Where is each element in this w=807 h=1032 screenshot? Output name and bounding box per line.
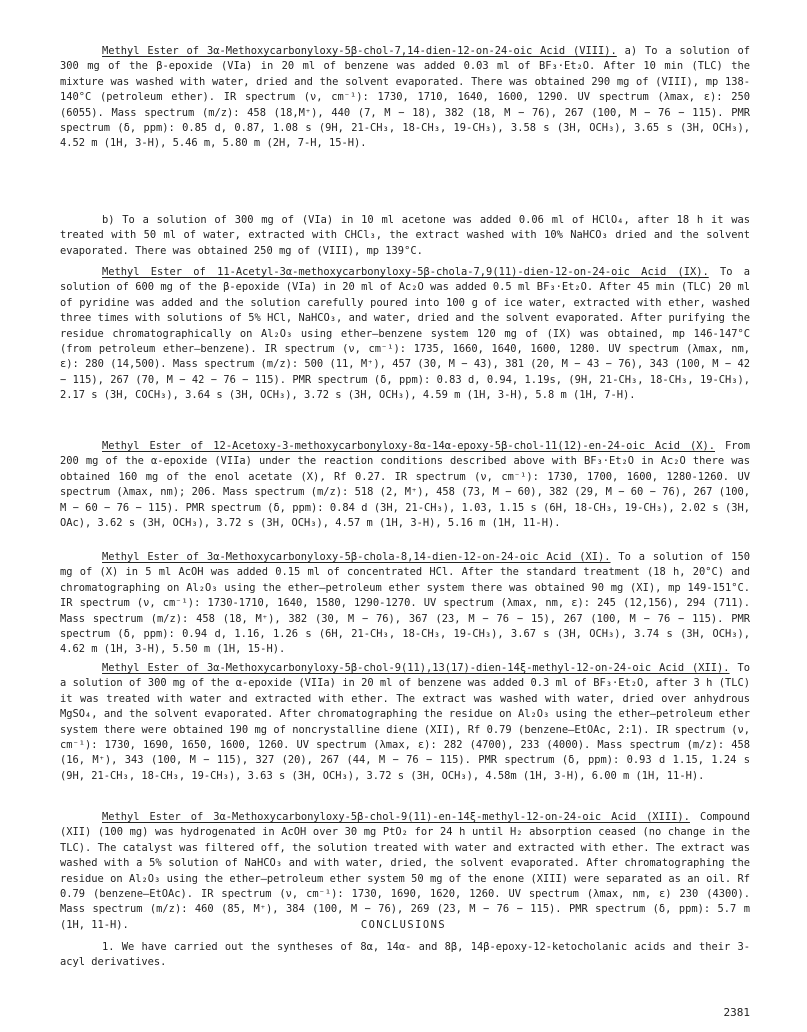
paragraph-body: To a solution of 300 mg of the α-epoxide (VIIa) in 20 ml of benzene was added 0.3 ml of BF₃·Et₂O, after 3 h (TLC) it was treated with water and extracted with ether. The extract was washed with water, dried over anhydrous MgSO₄, and the solvent evaporated. After chromatographing the residue on Al₂O₃ using the ether–petroleum ether system there were obtained 190 mg of noncrystalline diene (XII), Rf 0.79 (benzene–EtOAc, 2:1). IR spectrum (ν, cm⁻¹): 1730, 1690, 1650, 1600, 1260. UV spectrum (λmax, ε): 282 (4700), 233 (4000). Mass spectrum (m/z): 458 (16, M⁺), 343 (100, M − 115), 327 (20), 267 (44, M − 76 − 115). PMR spectrum (δ, ppm): 0.93 d 1.15, 1.24 s (9H, 21-CH₃, 18-CH₃, 19-CH₃), 3.63 s (3H, OCH₃), 3.72 s (3H, OCH₃), 4.58m (1H, 3-H), 6.00 m (1H, 11-H). xyxy=(60,662,750,782)
paragraph-compound-xi xyxy=(60,550,750,658)
paragraph-compound-xii xyxy=(60,661,750,784)
paragraph-compound-viii-b xyxy=(60,213,750,259)
paragraph-text xyxy=(60,213,750,259)
paragraph-text xyxy=(60,439,750,531)
compound-title: Methyl Ester of 3α-Methoxycarbonyloxy-5β-chola-8,14-dien-12-on-24-oic Acid (XI). xyxy=(102,551,611,563)
compound-title: Methyl Ester of 12-Acetoxy-3-methoxycarbonyloxy-8α-14α-epoxy-5β-chol-11(12)-en-24-oic Acid (X). xyxy=(102,440,715,452)
paragraph-body: To a solution of 150 mg of (X) in 5 ml AcOH was added 0.15 ml of concentrated HCl. After the standard treatment (18 h, 20°C) and chromatographing on Al₂O₃ using the ether–petroleum ether system there was obtained 90 mg (XI), mp 149-151°C. IR spectrum (ν, cm⁻¹): 1730-1710, 1640, 1580, 1290-1270. UV spectrum (λmax, nm, ε): 245 (12,156), 294 (711). Mass spectrum (m/z): 458 (18, M⁺), 382 (30, M − 76), 367 (23, M − 76 − 15), 267 (100, M − 76 − 115). PMR spectrum (δ, ppm): 0.94 d, 1.16, 1.26 s (6H, 21-CH₃, 18-CH₃, 19-CH₃), 3.67 s (3H, OCH₃), 3.74 s (3H, OCH₃), 4.62 m (1H, 3-H), 5.50 m (1H, 15-H). xyxy=(60,551,750,656)
compound-title: Methyl Ester of 3α-Methoxycarbonyloxy-5β-chol-9(11)-en-14ξ-methyl-12-on-24-oic Acid (XIII). xyxy=(102,811,690,823)
paragraph-text xyxy=(60,810,750,933)
conclusions-heading: CONCLUSIONS xyxy=(360,919,447,931)
paragraph-compound-x xyxy=(60,439,750,531)
compound-title: Methyl Ester of 11-Acetyl-3α-methoxycarbonyloxy-5β-chola-7,9(11)-dien-12-on-24-oic Acid (IX). xyxy=(102,266,709,278)
page-number: 2381 xyxy=(723,1006,750,1019)
paragraph-body: b) To a solution of 300 mg of (VIa) in 10 ml acetone was added 0.06 ml of HClO₄, after 18 h it was treated with 50 ml of water, extracted with CHCl₃, the extract washed with 10% NaHCO₃ dried and the solvent evaporated. There was obtained 250 mg of (VIII), mp 139°C. xyxy=(60,214,750,257)
paragraph-body: a) To a solution of 300 mg of the β-epoxide (VIa) in 20 ml of benzene was added 0.03 ml of BF₃·Et₂O. After 10 min (TLC) the mixture was washed with water, dried and the solvent evaporated. There was obtained 290 mg of (VIII), mp 138-140°C (petroleum ether). IR spectrum (ν, cm⁻¹): 1730, 1710, 1640, 1600, 1290. UV spectrum (λmax, ε): 250 (6055). Mass spectrum (m/z): 458 (18,M⁺), 440 (7, M − 18), 382 (18, M − 76), 267 (100, M − 76 − 115). PMR spectrum (δ, ppm): 0.85 d, 0.87, 1.08 s (9H, 21-CH₃, 18-CH₃, 19-CH₃), 3.58 s (3H, OCH₃), 3.65 s (3H, OCH₃), 4.52 m (1H, 3-H), 5.46 m, 5.80 m (2H, 7-H, 15-H). xyxy=(60,45,750,150)
conclusion-text: 1. We have carried out the syntheses of 8α, 14α- and 8β, 14β-epoxy-12-ketocholanic acids and their 3-acyl derivatives. xyxy=(60,941,750,969)
paragraph-body: Compound (XII) (100 mg) was hydrogenated in AcOH over 30 mg PtO₂ for 24 h until H₂ absorption ceased (no change in the TLC). The catalyst was filtered off, the solution treated with water and extracted with ether. The extract was washed with a 5% solution of NaHCO₃ and with water, dried, the solvent evaporated. After chromatographing the residue on Al₂O₃ using the ether–petroleum ether system 50 mg of the enone (XIII) were separated as an oil. Rf 0.79 (benzene–EtOAc). IR spectrum (ν, cm⁻¹): 1730, 1690, 1620, 1260. UV spectrum (λmax, nm, ε) 230 (4300). Mass spectrum (m/z): 460 (85, M⁺), 384 (100, M − 76), 269 (23, M − 76 − 115). PMR spectrum (δ, ppm): 5.7 m (1H, 11-H). xyxy=(60,811,750,931)
paragraph-compound-xiii xyxy=(60,810,750,933)
compound-title: Methyl Ester of 3α-Methoxycarbonyloxy-5β-chol-9(11),13(17)-dien-14ξ-methyl-12-on-24-oic Acid (XII). xyxy=(102,662,730,674)
paragraph-text xyxy=(60,550,750,658)
paragraph-text xyxy=(60,661,750,784)
paragraph-compound-viii-a xyxy=(60,44,750,152)
paragraph-text xyxy=(60,265,750,404)
conclusions-item xyxy=(60,940,750,971)
compound-title: Methyl Ester of 3α-Methoxycarbonyloxy-5β-chol-7,14-dien-12-on-24-oic Acid (VIII). xyxy=(102,45,617,57)
paragraph-body: From 200 mg of the α-epoxide (VIIa) under the reaction conditions described above with BF₃·Et₂O in Ac₂O there was obtained 160 mg of the enol acetate (X), Rf 0.27. IR spectrum (ν, cm⁻¹): 1730, 1700, 1600, 1280-1260. UV spectrum (λmax, nm); 206. Mass spectrum (m/z): 518 (2, M⁺), 458 (73, M − 60), 382 (29, M − 60 − 76), 267 (100, M − 60 − 76 − 115). PMR spectrum (δ, ppm): 0.84 d (3H, 21-CH₃), 1.03, 1.15 s (6H, 18-CH₃, 19-CH₃), 2.02 s (3H, OAc), 3.62 s (3H, OCH₃), 3.72 s (3H, OCH₃), 4.57 m (1H, 3-H), 5.16 m (1H, 11-H). xyxy=(60,440,750,530)
paragraph-compound-ix xyxy=(60,265,750,404)
paragraph-body: To a solution of 600 mg of the β-epoxide (VIa) in 20 ml of Ac₂O was added 0.5 ml BF₃·Et₂O. After 45 min (TLC) 20 ml of pyridine was added and the solution carefully poured into 100 g of ice water, extracted with ether, washed three times with solutions of 5% HCl, NaHCO₃, and water, dried and the solvent evaporated. After purifying the residue chromatographically on Al₂O₃ using ether–benzene system 120 mg of (IX) was obtained, mp 146-147°C (from petroleum ether–benzene). IR spectrum (ν, cm⁻¹): 1735, 1660, 1640, 1600, 1280. UV spectrum (λmax, nm, ε): 280 (14,500). Mass spectrum (m/z): 500 (11, M⁺), 457 (30, M − 43), 381 (20, M − 43 − 76), 343 (100, M − 42 − 115), 267 (70, M − 42 − 76 − 115). PMR spectrum (δ, ppm): 0.83 d, 0.94, 1.19s, (9H, 21-CH₃, 18-CH₃, 19-CH₃), 2.17 s (3H, COCH₃), 3.64 s (3H, OCH₃), 3.72 s (3H, OCH₃), 4.59 m (1H, 3-H), 5.8 m (1H, 7-H). xyxy=(60,266,751,402)
paragraph-text xyxy=(60,44,750,152)
